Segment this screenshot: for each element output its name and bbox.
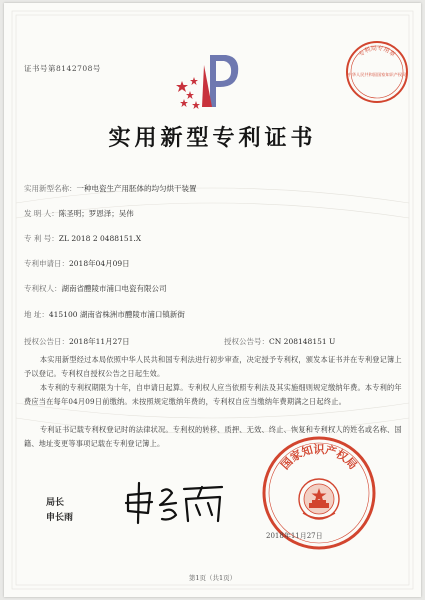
certificate-title: 实用新型专利证书 xyxy=(108,125,317,151)
national-emblem-icon xyxy=(299,479,339,519)
cnipa-logo-icon xyxy=(174,51,254,111)
field-value: 一种电瓷生产用胚体的均匀烘干装置 xyxy=(76,184,197,193)
paragraph-grant-statement: 本实用新型经过本局依照中华人民共和国专利法进行初步审查，决定授予专利权，颁发本证书并在专利登记簿上予以登记。专利权自授权公告之日起生效。 xyxy=(24,355,402,378)
field-grant-number xyxy=(224,336,335,347)
stamp-top-right xyxy=(344,39,410,105)
field-patent-number xyxy=(24,233,141,244)
stamp-top-right-ring-text: 专利局专用章 xyxy=(357,44,397,59)
field-label: 授权公告号： xyxy=(224,337,269,346)
paragraph-legal-status: 专利证书记载专利权登记时的法律状况。专利权的转移、质押、无效、终止、恢复和专利权人的姓名或名称、国籍、地址变更等事项记载在专利登记簿上。 xyxy=(24,425,402,448)
page-number: 第1页（共1页） xyxy=(188,574,237,582)
field-label: 发 明 人： xyxy=(24,209,59,218)
certificate-sheet xyxy=(4,3,421,597)
seal-date: 2018年11月27日 xyxy=(266,532,323,540)
field-value: 415100 湖南省株洲市醴陵市浦口镇新街 xyxy=(48,310,185,319)
field-grant-date xyxy=(24,336,130,347)
field-label: 授权公告日： xyxy=(24,337,69,346)
field-filing-date xyxy=(24,258,130,269)
director-title: 局长 xyxy=(46,498,65,508)
field-label: 专 利 号： xyxy=(24,234,59,243)
seal-ring-text: 国家知识产权局 xyxy=(278,443,360,472)
field-utility-model-name xyxy=(24,183,197,194)
field-inventors xyxy=(24,208,134,219)
field-value: 2018年11月27日 xyxy=(69,337,130,346)
field-patentee xyxy=(24,283,167,294)
certificate-number: 证书号第8142708号 xyxy=(24,64,101,73)
field-value: 陈圣明；罗恩泽；吴伟 xyxy=(58,209,134,218)
field-label: 地 址： xyxy=(24,310,49,319)
field-value: CN 208148151 U xyxy=(269,337,336,346)
field-address xyxy=(24,309,185,320)
director-name: 申长雨 xyxy=(46,513,74,523)
field-label: 专利申请日： xyxy=(24,259,69,268)
field-value: 湖南省醴陵市浦口电瓷有限公司 xyxy=(61,284,167,293)
field-value: ZL 2018 2 0488151.X xyxy=(58,234,142,243)
field-value: 2018年04月09日 xyxy=(69,259,130,268)
field-label: 实用新型名称： xyxy=(24,184,77,193)
handwritten-signature xyxy=(122,481,232,525)
field-label: 专利权人： xyxy=(24,284,62,293)
stamp-top-right-center-text: 中华人民共和国国家知识产权局 xyxy=(347,72,407,77)
paragraph-term-and-fees: 本专利的专利权期限为十年，自申请日起算。专利权人应当依照专利法及其实施细则规定缴纳年费。本专利的年费应当在每年04月09日前缴纳。未按照规定缴纳年费的，专利权自应当缴纳年费期满之日起终止。 xyxy=(24,383,402,406)
